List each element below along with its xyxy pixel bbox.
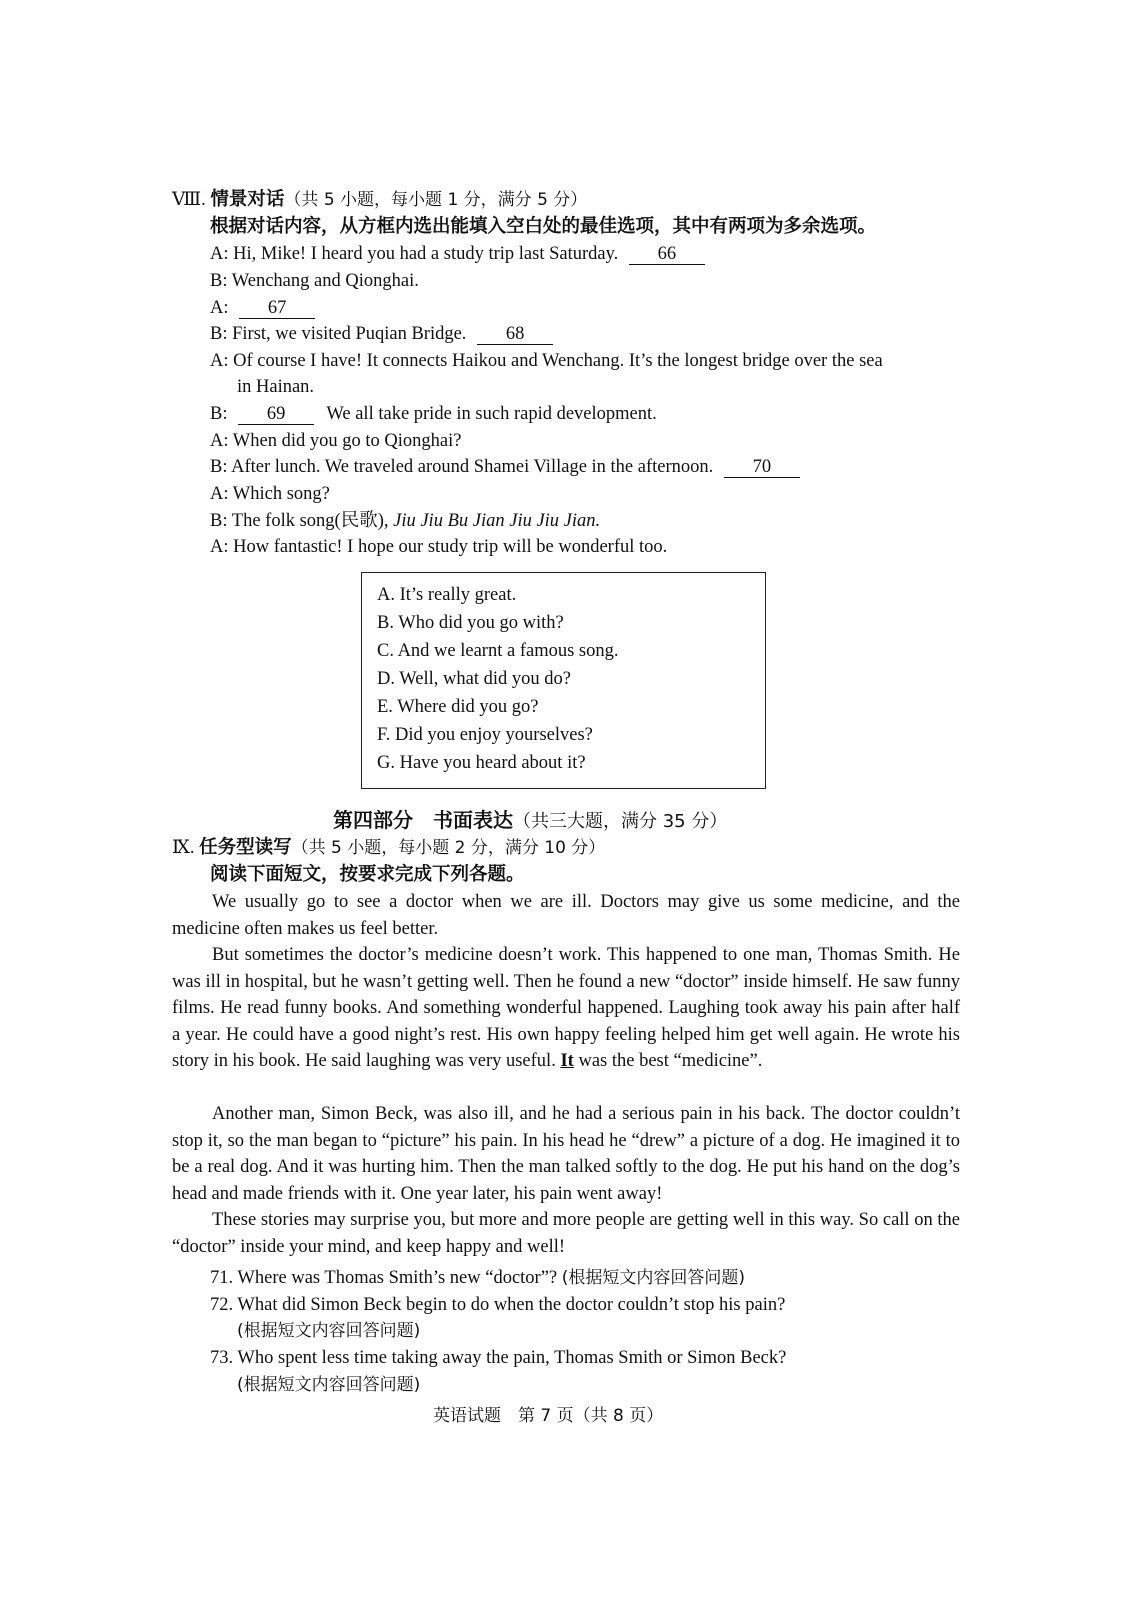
dialogue-text: Which song? bbox=[232, 484, 330, 504]
question-73-note: (根据短文内容回答问题) bbox=[237, 1375, 421, 1395]
dialogue-line-1 bbox=[210, 241, 705, 267]
passage-paragraph-1: We usually go to see a doctor when we are ill. Doctors may give us some medicine, and the medicine often makes us feel better. bbox=[172, 892, 960, 939]
dialogue-text: We all take pride in such rapid development. bbox=[326, 404, 657, 424]
dialogue-line-5 bbox=[210, 348, 883, 374]
question-72-note: (根据短文内容回答问题) bbox=[237, 1321, 421, 1341]
speaker-label: B: bbox=[210, 404, 228, 424]
dialogue-line-6 bbox=[210, 401, 657, 427]
question-number: 73. bbox=[210, 1348, 234, 1368]
song-title: Jiu Jiu Bu Jian Jiu Jiu Jian. bbox=[393, 511, 601, 531]
paragraph-2-text: But sometimes the doctor’s medicine doesn’t work. This happened to one man, Thomas Smith. He was ill in hospital, but he wasn’t getting well. Then he found a new “doctor” inside himself. He saw funny films. He read funny books. And something wonderful happened. Laughing took away his pain after half a year. He could have a good night’s rest. His own happy feeling helped him get well again. He wrote his story in his book. He said laughing was very useful. bbox=[172, 945, 960, 1072]
blank-68: 68 bbox=[477, 324, 553, 345]
question-note: (根据短文内容回答问题) bbox=[561, 1268, 746, 1288]
dialogue-text: Hi, Mike! I heard you had a study trip last Saturday. bbox=[233, 244, 619, 264]
dialogue-line-7 bbox=[210, 428, 461, 454]
speaker-label: A: bbox=[210, 244, 229, 264]
blank-69: 69 bbox=[238, 404, 314, 425]
dialogue-text: When did you go to Qionghai? bbox=[232, 431, 462, 451]
options-box bbox=[361, 572, 766, 789]
dialogue-line-2 bbox=[210, 268, 419, 294]
paragraph-2-end: was the best “medicine”. bbox=[578, 1051, 763, 1072]
passage-paragraph-3: Another man, Simon Beck, was also ill, and he had a serious pain in his back. The doctor couldn’t stop it, so the man began to “picture” his pain. In his head he “drew” a picture of a dog. He imagined it to be a real dog. And it was hurting him. Then the man talked softly to the dog. He put his hand on the dog’s head and made friends with it. One year later, his pain went away! bbox=[172, 1104, 960, 1204]
dialogue-text: First, we visited Puqian Bridge. bbox=[232, 324, 467, 344]
option-c: C. And we learnt a famous song. bbox=[377, 641, 619, 661]
blank-67: 67 bbox=[239, 298, 315, 319]
section-9-scoring: （共 5 小题，每小题 2 分，满分 10 分） bbox=[291, 838, 606, 858]
dialogue-line-10 bbox=[210, 508, 600, 534]
dialogue-line-3 bbox=[210, 295, 315, 321]
dialogue-text: Wenchang and Qionghai. bbox=[231, 271, 419, 291]
passage-paragraph-4: These stories may surprise you, but more and more people are getting well in this way. So call on the “doctor” inside your mind, and keep happy and well! bbox=[172, 1210, 960, 1257]
question-72 bbox=[210, 1292, 785, 1318]
option-b: B. Who did you go with? bbox=[377, 613, 564, 633]
option-a: A. It’s really great. bbox=[377, 585, 517, 605]
dialogue-line-8 bbox=[210, 454, 800, 480]
underlined-it: It bbox=[560, 1051, 574, 1072]
question-71 bbox=[210, 1265, 745, 1291]
dialogue-text: Of course I have! It connects Haikou and Wenchang. It’s the longest bridge over the sea bbox=[233, 351, 883, 371]
dialogue-line-11 bbox=[210, 534, 667, 560]
option-d: D. Well, what did you do? bbox=[377, 669, 571, 689]
dialogue-text: After lunch. We traveled around Shamei Village in the afternoon. bbox=[231, 457, 714, 477]
section-8-title: 情景对话 bbox=[210, 189, 285, 210]
speaker-label: A: bbox=[210, 484, 229, 504]
section-8-numeral: Ⅷ. bbox=[172, 190, 206, 210]
page-footer: 英语试题 第 7 页（共 8 页） bbox=[433, 1406, 664, 1426]
question-number: 72. bbox=[210, 1295, 234, 1315]
option-f: F. Did you enjoy yourselves? bbox=[377, 725, 593, 745]
question-text: Who spent less time taking away the pain, Thomas Smith or Simon Beck? bbox=[237, 1348, 787, 1368]
speaker-label: A: bbox=[210, 537, 229, 557]
option-g: G. Have you heard about it? bbox=[377, 753, 586, 773]
part-4-heading bbox=[333, 807, 727, 835]
passage-paragraph-2 bbox=[172, 942, 960, 1075]
speaker-label: A: bbox=[210, 351, 229, 371]
part-4-scoring: （共三大题，满分 35 分） bbox=[513, 811, 728, 832]
speaker-label: B: bbox=[210, 457, 228, 477]
dialogue-line-9 bbox=[210, 481, 330, 507]
speaker-label: B: bbox=[210, 271, 228, 291]
question-73 bbox=[210, 1345, 786, 1371]
dialogue-text: How fantastic! I hope our study trip will be wonderful too. bbox=[233, 537, 668, 557]
section-9-title: 任务型读写 bbox=[199, 837, 292, 858]
section-9-instruction: 阅读下面短文，按要求完成下列各题。 bbox=[210, 864, 525, 885]
question-number: 71. bbox=[210, 1268, 234, 1288]
section-9-heading bbox=[172, 835, 605, 861]
question-text: Where was Thomas Smith’s new “doctor”? bbox=[237, 1268, 558, 1288]
question-text: What did Simon Beck begin to do when the doctor couldn’t stop his pain? bbox=[237, 1295, 786, 1315]
section-8-scoring: （共 5 小题，每小题 1 分，满分 5 分） bbox=[284, 190, 588, 210]
speaker-label: A: bbox=[210, 431, 229, 451]
dialogue-line-5-continued: in Hainan. bbox=[237, 377, 315, 397]
section-8-heading bbox=[172, 187, 587, 213]
section-8-instruction: 根据对话内容，从方框内选出能填入空白处的最佳选项，其中有两项为多余选项。 bbox=[210, 216, 877, 237]
option-e: E. Where did you go? bbox=[377, 697, 539, 717]
dialogue-text: The folk song(民歌), bbox=[231, 511, 389, 531]
section-9-numeral: Ⅸ. bbox=[172, 838, 195, 858]
blank-70: 70 bbox=[724, 457, 800, 478]
speaker-label: B: bbox=[210, 324, 228, 344]
dialogue-line-4 bbox=[210, 321, 553, 347]
speaker-label: A: bbox=[210, 298, 229, 318]
blank-66: 66 bbox=[629, 244, 705, 265]
speaker-label: B: bbox=[210, 511, 228, 531]
part-4-title: 第四部分 书面表达 bbox=[333, 808, 513, 832]
